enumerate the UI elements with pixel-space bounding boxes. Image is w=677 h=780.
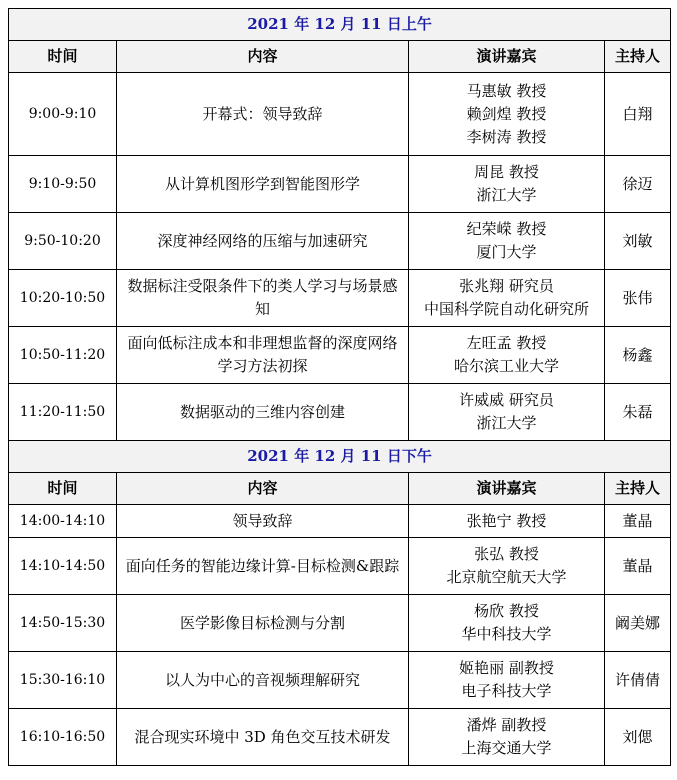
speaker-line: 张艳宁 教授 xyxy=(466,511,547,530)
time-cell: 14:00-14:10 xyxy=(9,505,117,538)
header-host: 主持人 xyxy=(605,473,671,505)
speaker-line: 上海交通大学 xyxy=(461,739,552,757)
speaker-line: 李树涛 教授 xyxy=(466,127,547,146)
speaker-line: 左旺孟 教授 xyxy=(466,334,547,352)
time-cell: 10:50-11:20 xyxy=(9,327,117,384)
host-cell: 杨鑫 xyxy=(605,327,671,384)
table-row xyxy=(9,538,671,595)
speakers-cell xyxy=(409,652,605,709)
time-cell: 10:20-10:50 xyxy=(9,270,117,327)
header-speakers: 演讲嘉宾 xyxy=(409,41,605,73)
speaker-line: 纪荣嵘 教授 xyxy=(466,220,547,238)
table-row xyxy=(9,73,671,156)
speaker-line: 华中科技大学 xyxy=(461,625,552,643)
header-host: 主持人 xyxy=(605,41,671,73)
host-cell: 董晶 xyxy=(605,538,671,595)
speaker-line: 北京航空航天大学 xyxy=(446,568,567,586)
table-row xyxy=(9,709,671,766)
speaker-line: 浙江大学 xyxy=(476,414,537,432)
time-cell: 9:50-10:20 xyxy=(9,213,117,270)
speakers-cell xyxy=(409,505,605,538)
host-cell: 刘敏 xyxy=(605,213,671,270)
speaker-line: 张弘 教授 xyxy=(474,545,539,563)
table-row xyxy=(9,505,671,538)
table-row xyxy=(9,384,671,441)
time-cell: 11:20-11:50 xyxy=(9,384,117,441)
speaker-line: 潘烨 副教授 xyxy=(466,716,547,734)
time-cell: 9:10-9:50 xyxy=(9,156,117,213)
host-cell: 刘偲 xyxy=(605,709,671,766)
speaker-line: 浙江大学 xyxy=(476,186,537,204)
speaker-line: 许威威 研究员 xyxy=(459,391,554,409)
content-cell: 面向低标注成本和非理想监督的深度网络学习方法初探 xyxy=(117,327,409,384)
speaker-line: 马惠敏 教授 xyxy=(466,81,547,100)
speakers-cell xyxy=(409,538,605,595)
speaker-line: 张兆翔 研究员 xyxy=(459,277,554,295)
speaker-line: 电子科技大学 xyxy=(461,682,552,700)
speaker-line: 厦门大学 xyxy=(476,243,537,261)
host-cell: 张伟 xyxy=(605,270,671,327)
header-row xyxy=(9,473,671,505)
session-title: 2021 年 12 月 11 日上午 xyxy=(9,9,671,41)
session-title-row xyxy=(9,441,671,473)
content-cell: 领导致辞 xyxy=(117,505,409,538)
speaker-line: 哈尔滨工业大学 xyxy=(453,357,559,375)
speaker-line: 赖剑煌 教授 xyxy=(466,104,547,123)
host-cell: 朱磊 xyxy=(605,384,671,441)
header-time: 时间 xyxy=(9,473,117,505)
time-cell: 14:10-14:50 xyxy=(9,538,117,595)
header-content: 内容 xyxy=(117,473,409,505)
content-cell: 混合现实环境中 3D 角色交互技术研发 xyxy=(117,709,409,766)
host-cell: 白翔 xyxy=(605,73,671,156)
speaker-line: 姬艳丽 副教授 xyxy=(459,659,554,677)
host-cell: 徐迈 xyxy=(605,156,671,213)
content-cell: 从计算机图形学到智能图形学 xyxy=(117,156,409,213)
table-row xyxy=(9,652,671,709)
time-cell: 9:00-9:10 xyxy=(9,73,117,156)
content-cell: 以人为中心的音视频理解研究 xyxy=(117,652,409,709)
content-cell: 数据驱动的三维内容创建 xyxy=(117,384,409,441)
speakers-cell xyxy=(409,327,605,384)
speakers-cell xyxy=(409,595,605,652)
session-title-row xyxy=(9,9,671,41)
header-speakers: 演讲嘉宾 xyxy=(409,473,605,505)
header-content: 内容 xyxy=(117,41,409,73)
speaker-line: 中国科学院自动化研究所 xyxy=(423,300,589,318)
session-title: 2021 年 12 月 11 日下午 xyxy=(9,441,671,473)
header-time: 时间 xyxy=(9,41,117,73)
time-cell: 16:10-16:50 xyxy=(9,709,117,766)
content-cell: 深度神经网络的压缩与加速研究 xyxy=(117,213,409,270)
host-cell: 董晶 xyxy=(605,505,671,538)
header-row xyxy=(9,41,671,73)
schedule-table xyxy=(8,8,671,766)
table-row xyxy=(9,213,671,270)
speakers-cell xyxy=(409,156,605,213)
speakers-cell xyxy=(409,270,605,327)
speakers-cell xyxy=(409,213,605,270)
time-cell: 14:50-15:30 xyxy=(9,595,117,652)
speakers-cell xyxy=(409,73,605,156)
time-cell: 15:30-16:10 xyxy=(9,652,117,709)
table-row xyxy=(9,270,671,327)
table-row xyxy=(9,327,671,384)
content-cell: 开幕式：领导致辞 xyxy=(117,73,409,156)
speakers-cell xyxy=(409,709,605,766)
table-row xyxy=(9,156,671,213)
speaker-line: 周昆 教授 xyxy=(474,163,539,181)
content-cell: 面向任务的智能边缘计算-目标检测&跟踪 xyxy=(117,538,409,595)
host-cell: 许倩倩 xyxy=(605,652,671,709)
schedule-body xyxy=(9,9,671,766)
speakers-cell xyxy=(409,384,605,441)
host-cell: 阚美娜 xyxy=(605,595,671,652)
content-cell: 医学影像目标检测与分割 xyxy=(117,595,409,652)
content-cell: 数据标注受限条件下的类人学习与场景感知 xyxy=(117,270,409,327)
speaker-line: 杨欣 教授 xyxy=(474,602,539,620)
table-row xyxy=(9,595,671,652)
